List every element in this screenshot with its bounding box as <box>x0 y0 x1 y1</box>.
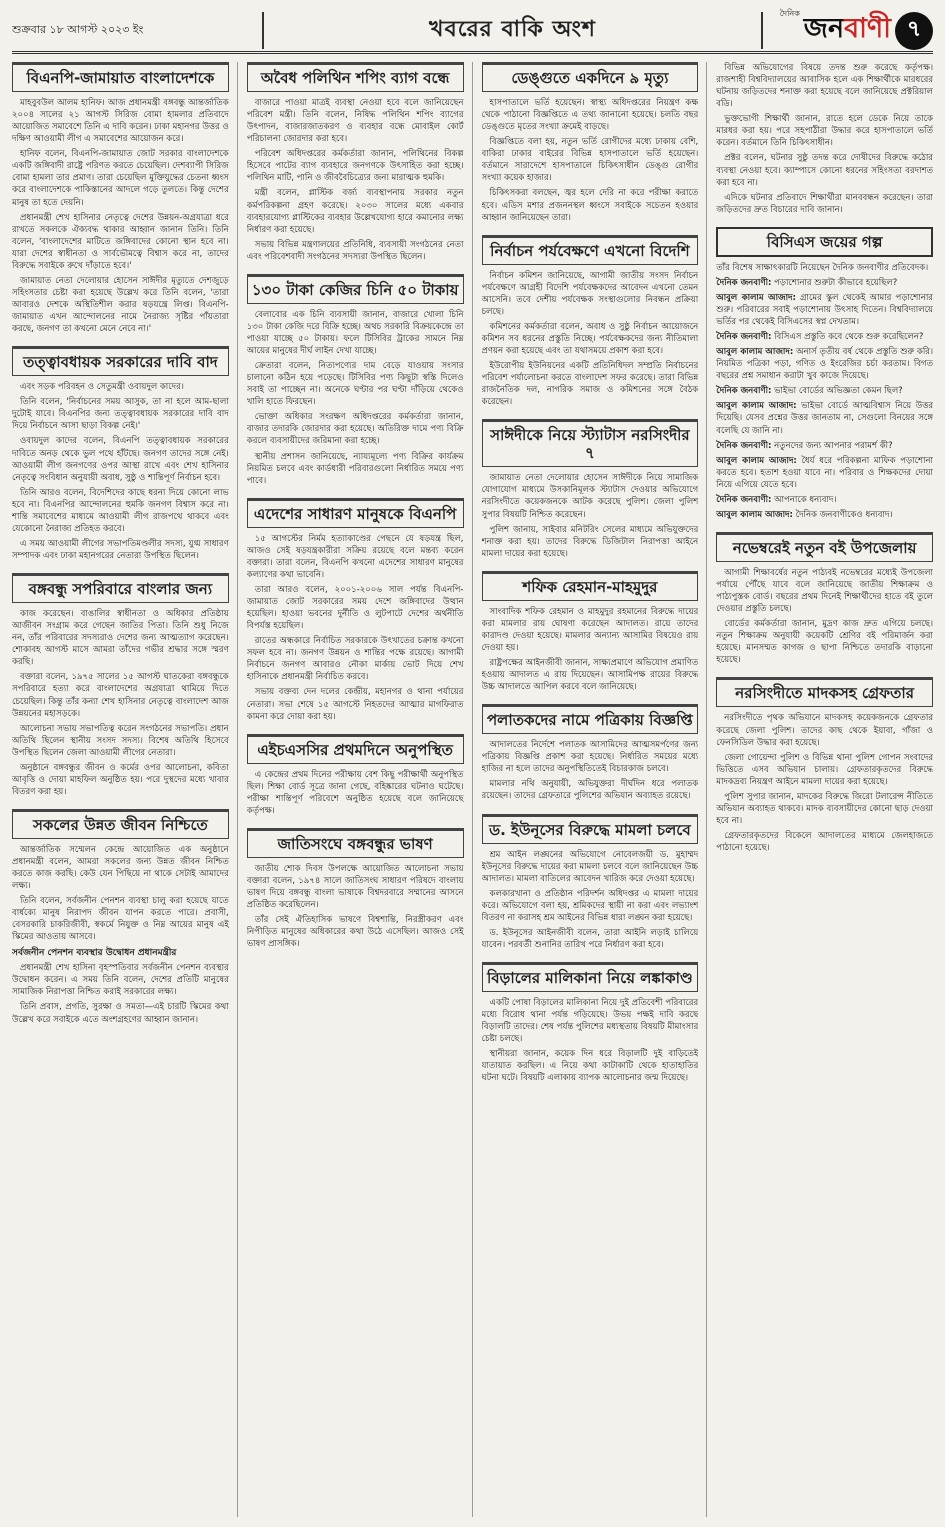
paragraph: ড. ইউনূসের আইনজীবী বলেন, তারা আইনি লড়াই চালিয়ে যাবেন। পরবর্তী শুনানির তারিখ পরে নির্ধারণ করা হবে। <box>481 927 699 950</box>
headline: এদেশের সাধারণ মানুষকে বিএনপি <box>247 498 464 528</box>
article-columns <box>12 62 933 1517</box>
column-2 <box>247 62 473 1517</box>
article-body <box>247 863 464 953</box>
qa-text: ভাইভা বোর্ডের অভিজ্ঞতা কেমন ছিল? <box>774 386 903 397</box>
paragraph: বিজ্ঞপ্তিতে বলা হয়, নতুন ভর্তি রোগীদের মধ্যে ঢাকায় বেশি, বাকিরা ঢাকার বাইরের বিভিন্ন হাসপাতালে ভর্তি হয়েছেন। বর্তমানে সারাদেশে হাসপাতালে চিকিৎসাধীন ডেঙ্গু রোগীর সংখ্যা কয়েক হাজার। <box>481 137 699 184</box>
logo-wordmark <box>804 8 891 53</box>
article-body <box>247 769 464 820</box>
qa-item <box>716 400 933 436</box>
paragraph: বাজারে পাওয়া মাত্রই ব্যবস্থা নেওয়া হবে বলে জানিয়েছেন পরিবেশ মন্ত্রী। তিনি বলেন, নিষিদ্ধ পলিথিন শপিং ব্যাগের উৎপাদন, বাজারজাতকরণ ও ব্যবহার বন্ধে মোবাইল কোর্ট পরিচালনা জোরদার করা হবে। <box>246 98 464 145</box>
article-body <box>482 606 699 696</box>
qa-speaker: দৈনিক জনবাণী: <box>716 332 772 343</box>
qa-speaker: আবুল কালাম আজাদ: <box>716 347 794 358</box>
issue-date: শুক্রবার ১৮ আগস্ট ২০২৩ ইং <box>12 23 144 36</box>
paragraph: বক্তারা বলেন, ১৯৭৫ সালের ১৫ আগস্ট ঘাতকেরা বঙ্গবন্ধুকে সপরিবারে হত্যা করে বাংলাদেশের অগ্রযাত্রা থামিয়ে দিতে চেয়েছিল। কিন্তু তাঁর কন্যা শেখ হাসিনার নেতৃত্বে বাংলাদেশ আজ উন্নয়নের মহাসড়কে। <box>12 672 229 719</box>
paragraph: সভায় বিভিন্ন মন্ত্রণালয়ের প্রতিনিধি, ব্যবসায়ী সংগঠনের নেতা এবং পরিবেশবাদী সংগঠনের সদস্যরা উপস্থিত ছিলেন। <box>246 239 464 262</box>
article-bnp-people <box>247 498 464 726</box>
paragraph: মন্ত্রী বলেন, প্লাস্টিক বর্জ্য ব্যবস্থাপনায় সরকার নতুন কর্মপরিকল্পনা গ্রহণ করেছে। ২০৩০ সালের মধ্যে একবার ব্যবহারযোগ্য প্লাস্টিকের ব্যবহার উল্লেখযোগ্য হারে কমানোর লক্ষ্য নির্ধারণ করা হয়েছে। <box>246 188 464 235</box>
paragraph: বেলাবোর এক চিনি ব্যবসায়ী জানান, বাজারে খোলা চিনি ১৩০ টাকা কেজি দরে বিক্রি হচ্ছে। অথচ সরকারি বিক্রয়কেন্দ্রে তা পাওয়া যাচ্ছে ৫০ টাকায়। ফলে টিসিবির ট্রাকের সামনে নিম্ন আয়ের মানুষের দীর্ঘ লাইন দেখা যাচ্ছে। <box>246 309 464 356</box>
headline: সাঈদীকে নিয়ে স্ট্যাটাস নরসিংদীর ৭ <box>482 419 699 467</box>
qa-item <box>716 292 933 328</box>
paragraph: রাষ্ট্রপক্ষের আইনজীবী জানান, সাক্ষ্যপ্রমাণে অভিযোগ প্রমাণিত হওয়ায় আদালত এ রায় দিয়েছেন। আসামিপক্ষ রায়ের বিরুদ্ধে উচ্চ আদালতে আপিল করবে বলে জানিয়েছে। <box>481 658 699 693</box>
qa-speaker: আবুল কালাম আজাদ: <box>716 455 797 466</box>
article-bcs <box>716 227 933 524</box>
headline: পলাতকদের নামে পত্রিকায় বিজ্ঞপ্তি <box>482 704 699 734</box>
article-shafique <box>482 571 699 696</box>
paragraph: বিভিন্ন অভিযোগের বিষয়ে তদন্ত শুরু করেছে কর্তৃপক্ষ। রাজশাহী বিশ্ববিদ্যালয়ের আবাসিক হলে এক শিক্ষার্থীকে মারধরের ঘটনায় জড়িতদের শনাক্ত করা হয়েছে বলে জানিয়েছে প্রক্টরিয়াল বডি। <box>716 63 933 110</box>
paragraph: আলোচনা সভায় সভাপতিত্ব করেন সংগঠনের সভাপতি। প্রধান অতিথি ছিলেন স্থানীয় সংসদ সদস্য। বিশেষ অতিথি হিসেবে উপস্থিত ছিলেন জেলা আওয়ামী লীগের নেতারা। <box>12 723 229 758</box>
article-body <box>716 567 933 670</box>
column-3 <box>482 62 708 1517</box>
article-un-speech <box>247 828 464 953</box>
headline: ডেঙ্গুতে একদিনে ৯ মৃত্যু <box>482 62 699 92</box>
headline: বিড়ালের মালিকানা নিয়ে লঙ্কাকাণ্ড <box>482 962 699 992</box>
article-body <box>482 97 699 227</box>
paragraph: তিনি বলেন, সর্বজনীন পেনশন ব্যবস্থা চালু করা হয়েছে যাতে বার্ধক্যে মানুষ নিরাপদ জীবন যাপন করতে পারে। প্রবাসী, বেসরকারি চাকরিজীবী, স্বকর্মে নিযুক্ত ও নিম্ন আয়ের মানুষ এই স্কিমের আওতায় আসবে। <box>12 896 229 943</box>
paragraph: ইউরোপীয় ইউনিয়নের একটি প্রতিনিধিদল সম্প্রতি নির্বাচনের পরিবেশ পর্যালোচনা করতে বাংলাদেশ সফর করেছে। তারা বিভিন্ন রাজনৈতিক দল, নাগরিক সমাজ ও কমিশনের সঙ্গে বৈঠক করেছেন। <box>481 361 699 408</box>
paragraph: ১৫ আগস্টের নির্মম হত্যাকাণ্ডের পেছনে যে ষড়যন্ত্র ছিল, আজও সেই ষড়যন্ত্রকারীরা সক্রিয় রয়েছে বলে মন্তব্য করেন বক্তারা। তারা বলেন, বিএনপি কখনো এদেশের সাধারণ মানুষের কল্যাণের কথা ভাবেনি। <box>246 533 464 580</box>
headline: বঙ্গবন্ধু সপরিবারে বাংলার জন্য <box>12 573 229 603</box>
article-body <box>482 472 699 562</box>
article-observation <box>482 235 699 412</box>
qa-item <box>716 277 933 289</box>
paragraph: জাতীয় শোক দিবস উপলক্ষে আয়োজিত আলোচনা সভায় বক্তারা বলেন, ১৯৭৪ সালে জাতিসংঘ সাধারণ পরিষদে বাংলায় ভাষণ দিয়ে বঙ্গবন্ধু বাংলা ভাষাকে বিশ্বদরবারে সম্মানের আসনে প্রতিষ্ঠিত করেছিলেন। <box>246 863 464 911</box>
article-body <box>247 97 464 266</box>
interview-body <box>716 262 933 524</box>
paragraph: কলকারখানা ও প্রতিষ্ঠান পরিদর্শন অধিদপ্তর এ মামলা দায়ের করে। অভিযোগে বলা হয়, শ্রমিকদের স্থায়ী না করা এবং লভ্যাংশ বিতরণ না করাসহ শ্রম আইনের বিভিন্ন ধারা লঙ্ঘন করা হয়েছে। <box>481 888 699 923</box>
logo-part-1: জন <box>803 13 845 44</box>
paragraph: তিনি প্রবাস, প্রগতি, সুরক্ষা ও সমতা—এই চারটি স্কিমের কথা উল্লেখ করে সবাইকে এতে অংশগ্রহণের আহ্বান জানান। <box>12 1002 229 1025</box>
subheading: সর্বজনীন পেনশন ব্যবস্থার উদ্বোধন প্রধানমন্ত্রীর <box>12 947 177 958</box>
article-caretaker <box>12 346 229 565</box>
newspaper-logo <box>763 8 933 53</box>
paragraph: ভোক্তা অধিকার সংরক্ষণ অধিদপ্তরের কর্মকর্তারা জানান, বাজার তদারকি জোরদার করা হয়েছে। অতিরিক্ত দামে পণ্য বিক্রি করলে ব্যবসায়ীদের জরিমানা করা হচ্ছে। <box>246 412 464 447</box>
qa-speaker: আবুল কালাম আজাদ: <box>716 292 796 303</box>
paragraph: স্থানীয়রা জানান, কয়েক দিন ধরে বিড়ালটি দুই বাড়িতেই যাতায়াত করছিল। এ নিয়ে কথা কাটাকাটি থেকে হাতাহাতির ঘটনা ঘটে। বিষয়টি এলাকায় ব্যাপক আলোচনার জন্ম দিয়েছে। <box>481 1049 699 1084</box>
article-body <box>482 270 699 412</box>
paragraph: প্রধানমন্ত্রী শেখ হাসিনার নেতৃত্বে দেশের উন্নয়ন-অগ্রযাত্রা ধরে রাখতে সকলকে ঐক্যবদ্ধ থাকার আহ্বান জানান তিনি। তিনি বলেন, 'বাংলাদেশের মাটিতে জঙ্গিবাদের কোনো স্থান হবে না। যারা দেশের স্বাধীনতা ও সার্বভৌমত্বে বিশ্বাস করে না, তাদের বিরুদ্ধে সবাইকে রুখে দাঁড়াতে হবে।' <box>12 212 229 271</box>
article-body <box>247 533 464 726</box>
article-body <box>247 309 464 490</box>
paragraph: বোর্ডের কর্মকর্তারা জানান, মুদ্রণ কাজ দ্রুত এগিয়ে চলছে। নতুন শিক্ষাক্রম অনুযায়ী কয়েকটি শ্রেণির বই পরিমার্জন করা হয়েছে। মানসম্মত কাগজ ও ছাপা নিশ্চিতে তদারকি বাড়ানো হয়েছে। <box>716 619 933 666</box>
qa-speaker: দৈনিক জনবাণী: <box>716 277 772 288</box>
page-number-badge: ৭ <box>895 12 933 50</box>
article-fugitive-notice <box>482 704 699 805</box>
headline: এইচএসসির প্রথমদিনে অনুপস্থিত <box>247 734 464 764</box>
article-body <box>12 608 229 801</box>
qa-speaker: দৈনিক জনবাণী: <box>716 494 772 505</box>
logo-prefix: দৈনিক <box>779 9 800 18</box>
headline: তত্ত্বাবধায়ক সরকারের দাবি বাদ <box>12 346 229 376</box>
paragraph: মাহবুবউল আলম হানিফ। আজ প্রধানমন্ত্রী বঙ্গবন্ধু আন্তর্জাতিক ২০০৪ সালের ২১ আগস্ট সিরিজ বোমা হামলার প্রতিবাদে আয়োজিত সমাবেশে তিনি এ দাবি করেন। ঢাকা মহানগর উত্তর ও দক্ষিণ আওয়ামী লীগ এ সমাবেশের আয়োজন করে। <box>12 98 229 145</box>
qa-text: ধৈর্য ধরে পরিকল্পনা মাফিক পড়াশোনা করতে হবে। হতাশ হওয়া যাবে না। পরিবার ও শিক্ষকদের দোয়া নিয়ে এগিয়ে যেতে হবে। <box>716 455 933 490</box>
paragraph: চিকিৎসকরা বলছেন, জ্বর হলে দেরি না করে পরীক্ষা করাতে হবে। এডিস মশার প্রজননস্থল ধ্বংসে সবাইকে সচেতন হওয়ার আহ্বান জানিয়েছেন তারা। <box>481 188 699 223</box>
qa-item <box>716 346 933 382</box>
paragraph: এদিকে ঘটনার প্রতিবাদে শিক্ষার্থীরা মানববন্ধন করেছেন। তারা জড়িতদের দ্রুত বিচারের দাবি জানান। <box>716 192 933 215</box>
paragraph: একটি পোষা বিড়ালের মালিকানা নিয়ে দুই প্রতিবেশী পরিবারের মধ্যে বিরোধ থানা পর্যন্ত গড়িয়েছে। উভয় পক্ষই দাবি করছে বিড়ালটি তাদের। শেষ পর্যন্ত পুলিশের মধ্যস্থতায় বিষয়টি মীমাংসার চেষ্টা চলছে। <box>481 998 699 1045</box>
paragraph: রাতের অন্ধকারে নির্বাচিত সরকারকে উৎখাতের চক্রান্ত কখনো সফল হবে না। জনগণ উন্নয়ন ও শান্তির পক্ষে রয়েছে। আগামী নির্বাচনে জনগণ আবারও নৌকা মার্কায় ভোট দিয়ে শেখ হাসিনাকে প্রধানমন্ত্রী নির্বাচিত করবে। <box>246 636 464 683</box>
paragraph: মামলার নথি অনুযায়ী, অভিযুক্তরা দীর্ঘদিন ধরে পলাতক রয়েছেন। তাদের গ্রেফতারে পুলিশের অভিযান অব্যাহত রয়েছে। <box>481 779 699 802</box>
qa-item <box>716 331 933 343</box>
paragraph: সভায় বক্তব্য দেন দলের কেন্দ্রীয়, মহানগর ও থানা পর্যায়ের নেতারা। সভা শেষে ১৫ আগস্টে নিহতদের আত্মার মাগফিরাত কামনা করে দোয়া করা হয়। <box>246 687 464 722</box>
qa-item <box>716 385 933 397</box>
headline: জাতিসংঘে বঙ্গবন্ধুর ভাষণ <box>247 828 464 858</box>
paragraph: পুলিশ জানায়, সাইবার মনিটরিং সেলের মাধ্যমে অভিযুক্তদের শনাক্ত করা হয়। তাদের বিরুদ্ধে ডিজিটাল নিরাপত্তা আইনে মামলা দায়ের করা হয়েছে। <box>481 524 699 559</box>
headline: নভেম্বরেই নতুন বই উপজেলায় <box>716 532 933 562</box>
qa-text: ভাইভা বোর্ডে আত্মবিশ্বাস নিয়ে উত্তর দিয়েছি। যেসব প্রশ্নের উত্তর জানতাম না, সেগুলো বিনয়ের সঙ্গে বলেছি যে জানি না। <box>716 401 933 436</box>
article-cat <box>482 962 699 1087</box>
article-hsc-absent <box>247 734 464 820</box>
headline: অবৈধ পলিথিন শপিং ব্যাগ বন্ধে <box>247 62 464 92</box>
article-better-life <box>12 809 229 1029</box>
paragraph: প্রধানমন্ত্রী শেখ হাসিনা বৃহস্পতিবার সর্বজনীন পেনশন ব্যবস্থার উদ্বোধন করেন। এ সময় তিনি বলেন, দেশের প্রতিটি মানুষের সামাজিক নিরাপত্তা নিশ্চিত করাই সরকারের লক্ষ্য। <box>12 963 229 998</box>
headline: শফিক রেহমান-মাহমুদুর <box>482 571 699 601</box>
paragraph: তিনি বলেন, 'নির্বাচনের সময় আসুক, তা না হলে আম-ছালা দুটোই যাবে। বিএনপির জন্য তত্ত্বাবধায়ক সরকারের দাবি বাদ দিয়ে নির্বাচনে আসা ছাড়া বিকল্প নেই।' <box>12 397 229 432</box>
article-yunus <box>482 814 699 955</box>
paragraph: নরসিংদীতে পৃথক অভিযানে মাদকসহ কয়েকজনকে গ্রেফতার করেছে জেলা পুলিশ। তাদের কাছ থেকে ইয়াবা, গাঁজা ও ফেনসিডিল উদ্ধার করা হয়েছে। <box>716 713 933 748</box>
paragraph: জামায়াত নেতা দেলোয়ার হোসেন সাঈদীর মৃত্যুতে দেশজুড়ে সহিংসতার চেষ্টা করা হয়েছে উল্লেখ করে তিনি বলেন, 'তারা আবারও দেশকে অস্থিতিশীল করার ষড়যন্ত্রে লিপ্ত। বিএনপি-জামায়াত এখন আন্দোলনের নামে নৈরাজ্য সৃষ্টির পাঁয়তারা করছে, জনগণ তা কখনো মেনে নেবে না।' <box>12 275 229 335</box>
article-body <box>482 849 699 955</box>
qa-item <box>716 494 933 506</box>
column-1 <box>12 62 238 1517</box>
article-body <box>716 62 933 219</box>
qa-text: বিসিএস প্রস্তুতি কবে থেকে শুরু করেছিলেন? <box>774 332 924 343</box>
qa-item <box>716 455 933 491</box>
section-title: খবরের বাকি অংশ <box>262 12 763 49</box>
interview-intro: তাঁর বিশেষ সাক্ষাৎকারটি নিয়েছেন দৈনিক জনবাণীর প্রতিবেদক। <box>716 262 929 273</box>
paragraph: এ কেন্দ্রের প্রথম দিনের পরীক্ষায় বেশ কিছু পরীক্ষার্থী অনুপস্থিত ছিল। শিক্ষা বোর্ড সূত্রে জানা গেছে, বহিষ্কারের ঘটনাও ঘটেছে। পরীক্ষা শান্তিপূর্ণ পরিবেশে অনুষ্ঠিত হয়েছে বলে জানিয়েছে কর্তৃপক্ষ। <box>246 769 464 816</box>
paragraph: নির্বাচন কমিশন জানিয়েছে, আগামী জাতীয় সংসদ নির্বাচন পর্যবেক্ষণে আগ্রহী বিদেশি পর্যবেক্ষকদের আবেদন এখনো তেমন আসেনি। তবে দেশীয় পর্যবেক্ষক সংস্থাগুলোর নিবন্ধন প্রক্রিয়া চলছে। <box>481 270 699 317</box>
qa-item <box>716 509 933 521</box>
paragraph: সাংবাদিক শফিক রেহমান ও মাহমুদুর রহমানের বিরুদ্ধে দায়ের করা মামলার রায় ঘোষণা করেছেন আদালত। রায়ে তাদের কারাদণ্ড দেওয়া হয়েছে। মামলার অন্যান্য আসামির বিষয়েও রায় দেওয়া হয়। <box>481 606 699 653</box>
qa-text: অনার্স তৃতীয় বর্ষ থেকে প্রস্তুতি শুরু করি। নিয়মিত পত্রিকা পড়া, গণিত ও ইংরেজির চর্চা করতাম। বিগত বছরের প্রশ্ন সমাধান করাটা খুব কাজে দিয়েছে। <box>716 347 933 382</box>
article-body <box>716 712 933 857</box>
qa-speaker: আবুল কালাম আজাদ: <box>716 401 797 412</box>
qa-speaker: দৈনিক জনবাণী: <box>716 386 772 397</box>
headline: ১৩০ টাকা কেজির চিনি ৫০ টাকায় <box>247 274 464 304</box>
paragraph: আন্তর্জাতিক সম্মেলন কেন্দ্রে আয়োজিত এক অনুষ্ঠানে প্রধানমন্ত্রী বলেন, আমরা সকলের জন্য উন্নত জীবন নিশ্চিত করতে কাজ করছি। কেউ যেন পিছিয়ে না থাকে সেটাই আমাদের লক্ষ্য। <box>12 845 229 892</box>
qa-text: পড়াশোনার শুরুটা কীভাবে হয়েছিল? <box>774 277 898 288</box>
paragraph: পরিবেশ অধিদপ্তরের কর্মকর্তারা জানান, পলিথিনের বিকল্প হিসেবে পাটের ব্যাগ ব্যবহারে জনগণকে উৎসাহিত করা হচ্ছে। পলিথিন মাটি, পানি ও জীববৈচিত্র্যের জন্য মারাত্মক হুমকি। <box>246 149 464 184</box>
article-body <box>12 844 229 1029</box>
logo-part-2: বাণী <box>844 13 891 44</box>
article-body <box>482 997 699 1087</box>
article-rajshahi <box>716 62 933 219</box>
paragraph: জামায়াত নেতা দেলোয়ার হোসেন সাঈদীকে নিয়ে সামাজিক যোগাযোগ মাধ্যমে উসকানিমূলক স্ট্যাটাস দেওয়ার অভিযোগে নরসিংদীতে কয়েকজনকে আটক করেছে পুলিশ। জেলা পুলিশ সুপার বিষয়টি নিশ্চিত করেছেন। <box>481 473 699 520</box>
paragraph: জেলা গোয়েন্দা পুলিশ ও বিভিন্ন থানা পুলিশ গোপন সংবাদের ভিত্তিতে এসব অভিযান চালায়। গ্রেফতারকৃতদের বিরুদ্ধে মাদকদ্রব্য নিয়ন্ত্রণ আইনে মামলা দায়ের করা হয়েছে। <box>716 752 933 787</box>
paragraph: ভুক্তভোগী শিক্ষার্থী জানান, রাতে হলে ডেকে নিয়ে তাকে মারধর করা হয়। পরে সহপাঠীরা উদ্ধার করে হাসপাতালে ভর্তি করেন। বর্তমানে তিনি চিকিৎসাধীন। <box>716 114 933 149</box>
headline: বিসিএস জয়ের গল্প <box>716 227 933 257</box>
qa-speaker: আবুল কালাম আজাদ: <box>716 509 793 520</box>
article-polythene <box>247 62 464 266</box>
article-body <box>482 739 699 805</box>
headline: সকলের উন্নত জীবন নিশ্চিতে <box>12 809 229 839</box>
qa-text: আপনাকে ধন্যবাদ। <box>774 494 837 505</box>
paragraph: এ সময় আওয়ামী লীগের সভাপতিমণ্ডলীর সদস্য, যুগ্ম সাধারণ সম্পাদক এবং ঢাকা মহানগরের নেতারা উপস্থিত ছিলেন। <box>12 538 229 561</box>
headline: নির্বাচন পর্যবেক্ষণে এখনো বিদেশি <box>482 235 699 265</box>
headline: ড. ইউনূসের বিরুদ্ধে মামলা চলবে <box>482 814 699 844</box>
paragraph: স্থানীয় প্রশাসন জানিয়েছে, ন্যায্যমূল্যে পণ্য বিক্রির কার্যক্রম নিয়মিত চলবে এবং কার্ডধারী পরিবারগুলো নির্ধারিত সময়ে পণ্য পাবে। <box>246 451 464 486</box>
article-new-books <box>716 532 933 670</box>
article-body <box>12 97 229 338</box>
paragraph: ওবায়দুল কাদের বলেন, বিএনপি তত্ত্বাবধায়ক সরকারের দাবিতে অনড় থেকে ভুল পথে হাঁটছে। জনগণ তাদের সঙ্গে নেই। আওয়ামী লীগ জনগণের ওপর আস্থা রাখে এবং শেখ হাসিনার নেতৃত্বে সংবিধান অনুযায়ী অবাধ, সুষ্ঠু ও শান্তিপূর্ণ নির্বাচন হবে। <box>12 436 229 483</box>
qa-text: দৈনিক জনবাণীকেও ধন্যবাদ। <box>795 509 893 520</box>
qa-text: নতুনদের জন্য আপনার পরামর্শ কী? <box>774 440 893 451</box>
paragraph: হানিফ বলেন, বিএনপি-জামায়াত জোট সরকার বাংলাদেশকে একটি জঙ্গিবাদী রাষ্ট্রে পরিণত করতে চেয়েছিল। দেশব্যাপী সিরিজ বোমা হামলা তার প্রমাণ। তারা চেয়েছিল মুক্তিযুদ্ধের চেতনা ধ্বংস করে বাংলাদেশকে পাকিস্তানের আদলে গড়ে তুলতে। কিন্তু দেশের মানুষ তা হতে দেয়নি। <box>12 149 229 208</box>
qa-speaker: দৈনিক জনবাণী: <box>716 440 772 451</box>
article-narsingdi-status <box>482 419 699 562</box>
article-narsingdi-drugs <box>716 677 933 857</box>
paragraph: প্রক্টর বলেন, ঘটনার সুষ্ঠু তদন্ত করে দোষীদের বিরুদ্ধে কঠোর ব্যবস্থা নেওয়া হবে। ক্যাম্পাসে কোনো ধরনের সহিংসতা বরদাশত করা হবে না। <box>716 153 933 188</box>
paragraph: তিনি আরও বলেন, বিদেশিদের কাছে ধরনা দিয়ে কোনো লাভ হবে না। বিএনপির আন্দোলনের হুমকি জনগণ বিশ্বাস করে না। শান্তি সমাবেশের মাধ্যমে আওয়ামী লীগ রাজপথে থাকবে এবং যেকোনো নৈরাজ্য প্রতিহত করবে। <box>12 487 229 534</box>
paragraph: কাজ করেছেন। বাঙালির স্বাধীনতা ও অধিকার প্রতিষ্ঠায় আজীবন সংগ্রাম করে গেছেন জাতির পিতা। তিনি শুধু নিজে নন, তাঁর পরিবারের সদস্যরাও দেশের জন্য আত্মত্যাগ করেছেন। শোকাবহ আগস্ট মাসে আমরা তাঁদের গভীর শ্রদ্ধার সঙ্গে স্মরণ করছি। <box>12 609 229 668</box>
article-dengue <box>482 62 699 227</box>
paragraph: এবং সড়ক পরিবহন ও সেতুমন্ত্রী ওবায়দুল কাদের। <box>20 382 184 393</box>
paragraph: আগামী শিক্ষাবর্ষের নতুন পাঠ্যবই নভেম্বরের মধ্যেই উপজেলা পর্যায়ে পৌঁছে যাবে বলে জানিয়েছে জাতীয় শিক্ষাক্রম ও পাঠ্যপুস্তক বোর্ড। বছরের প্রথম দিনেই শিক্ষার্থীদের হাতে বই তুলে দেওয়ার প্রস্তুতি চলছে। <box>716 567 933 615</box>
article-sugar <box>247 274 464 490</box>
headline: নরসিংদীতে মাদকসহ গ্রেফতার <box>716 677 933 707</box>
article-body <box>12 381 229 565</box>
qa-item <box>716 440 933 452</box>
paragraph: অনুষ্ঠানে বঙ্গবন্ধুর জীবন ও কর্মের ওপর আলোচনা, কবিতা আবৃত্তি ও দোয়া মাহফিল অনুষ্ঠিত হয়। পরে দুস্থদের মধ্যে খাবার বিতরণ করা হয়। <box>12 762 229 797</box>
paragraph: তারা আরও বলেন, ২০০১-২০০৬ সাল পর্যন্ত বিএনপি-জামায়াত জোট সরকারের সময় দেশে জঙ্গিবাদের উত্থান হয়েছিল। হাওয়া ভবনের দুর্নীতি ও লুটপাটে দেশের অর্থনীতি বিপর্যস্ত হয়েছিল। <box>246 584 464 632</box>
masthead <box>12 10 933 54</box>
qa-text: গ্রামের স্কুল থেকেই আমার পড়াশোনার শুরু। পরিবারের সবাই পড়াশোনায় উৎসাহ দিতেন। বিশ্ববিদ্যালয়ে ভর্তির পর থেকেই বিসিএসের স্বপ্ন দেখতাম। <box>716 292 933 327</box>
paragraph: গ্রেফতারকৃতদের বিকেলে আদালতের মাধ্যমে জেলহাজতে পাঠানো হয়েছে। <box>716 831 933 854</box>
paragraph: পুলিশ সুপার জানান, মাদকের বিরুদ্ধে জিরো টলারেন্স নীতিতে অভিযান অব্যাহত থাকবে। মাদক ব্যবসায়ীদের কোনো ছাড় দেওয়া হবে না। <box>716 791 933 826</box>
paragraph: তাঁর সেই ঐতিহাসিক ভাষণে বিশ্বশান্তি, নিরস্ত্রীকরণ এবং নিপীড়িত মানুষের অধিকারের কথা উঠে এসেছিল। আজও সেই ভাষণ প্রাসঙ্গিক। <box>246 915 464 950</box>
paragraph: শ্রম আইন লঙ্ঘনের অভিযোগে নোবেলজয়ী ড. মুহাম্মদ ইউনূসের বিরুদ্ধে দায়ের করা মামলা চলবে বলে জানিয়েছেন উচ্চ আদালত। মামলা বাতিলের আবেদন খারিজ করে দেওয়া হয়েছে। <box>481 849 699 884</box>
paragraph: ক্রেতারা বলেন, নিত্যপণ্যের দাম বেড়ে যাওয়ায় সংসার চালানো কঠিন হয়ে পড়েছে। টিসিবির পণ্য কিছুটা স্বস্তি দিলেও সবাই তা পাচ্ছেন না। অনেকে ঘণ্টার পর ঘণ্টা দাঁড়িয়ে থেকেও খালি হাতে ফিরছেন। <box>246 361 464 408</box>
article-bnp-jamaat <box>12 62 229 338</box>
paragraph: আদালতের নির্দেশে পলাতক আসামিদের আত্মসমর্পণের জন্য পত্রিকায় বিজ্ঞপ্তি প্রকাশ করা হয়েছে। নির্ধারিত সময়ের মধ্যে হাজির না হলে তাদের অনুপস্থিতিতেই বিচারকাজ চলবে। <box>481 740 699 775</box>
headline: বিএনপি-জামায়াত বাংলাদেশকে <box>12 62 229 92</box>
article-bangabandhu-family <box>12 573 229 801</box>
column-4 <box>716 62 933 1517</box>
paragraph: হাসপাতালে ভর্তি হয়েছেন। স্বাস্থ্য অধিদপ্তরের নিয়ন্ত্রণ কক্ষ থেকে পাঠানো বিজ্ঞপ্তিতে এ তথ্য জানানো হয়েছে। চলতি বছর ডেঙ্গুতে মৃতের সংখ্যা ক্রমেই বাড়ছে। <box>481 98 699 133</box>
paragraph: কমিশনের কর্মকর্তারা বলেন, অবাধ ও সুষ্ঠু নির্বাচন আয়োজনে কমিশন সব ধরনের প্রস্তুতি নিচ্ছে। পর্যবেক্ষকদের জন্য নীতিমালা প্রণয়ন করা হয়েছে এবং তা যথাসময়ে প্রকাশ করা হবে। <box>481 321 699 356</box>
